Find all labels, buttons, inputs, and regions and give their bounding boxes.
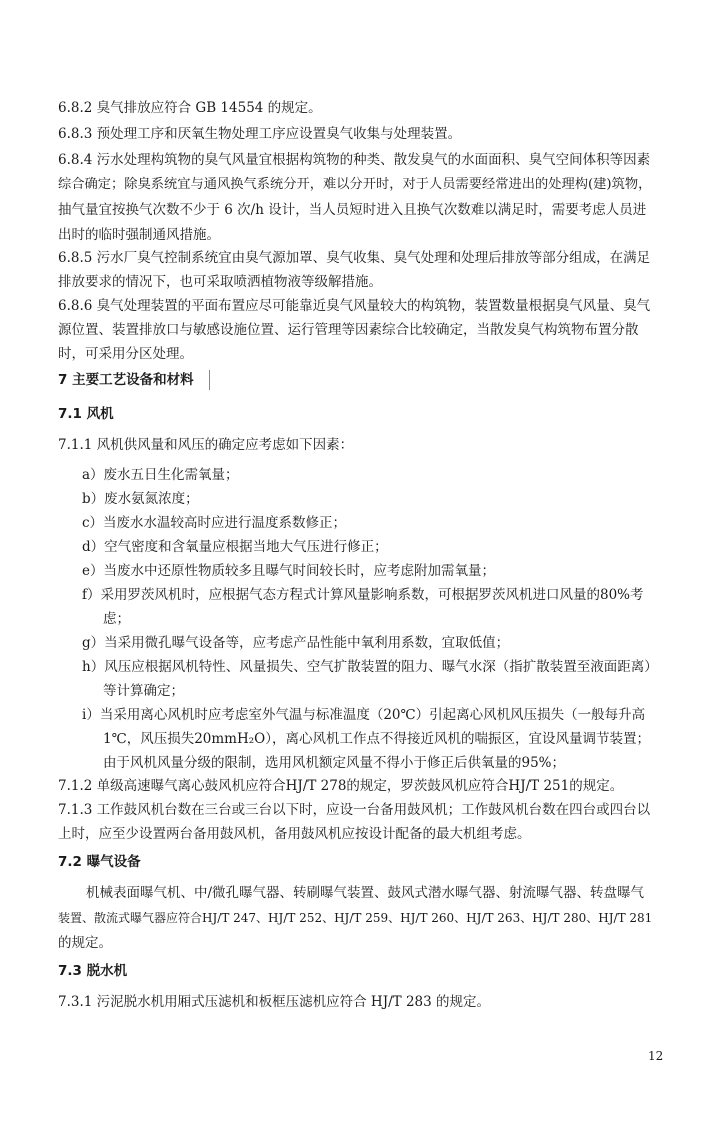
- clause-7-1-1: 7.1.1 风机供风量和风压的确定应考虑如下因素：: [58, 437, 354, 453]
- clause-6-8-6: 6.8.6 臭气处理装置的平面布置应尽可能靠近臭气风量较大的构筑物，装置数量根据臭气风量、臭气: [58, 298, 651, 314]
- section-7-heading: 7 主要工艺设备和材料: [58, 372, 194, 388]
- list-item-e: e）当废水中还原性物质较多且曝气时间较长时，应考虑附加需氧量；: [82, 563, 495, 579]
- clause-6-8-6-line-2: 源位置、装置排放口与敏感设施位置、运行管理等因素综合比较确定，当散发臭气构筑物布置分散: [58, 322, 639, 338]
- clause-7-1-3-line-2: 上时，应至少设置两台备用鼓风机，备用鼓风机应按设计配备的最大机组考虑。: [58, 826, 531, 842]
- clause-7-1-2: 7.1.2 单级高速曝气离心鼓风机应符合HJ/T 278的规定，罗茨鼓风机应符合HJ/T 251的规定。: [58, 778, 624, 794]
- section-7-2-heading: 7.2 曝气设备: [58, 854, 141, 870]
- clause-6-8-6-line-3: 时，可采用分区处理。: [58, 346, 193, 362]
- clause-6-8-4-line-3: 抽气量宜按换气次数不少于 6 次/h 设计，当人员短时进入且换气次数难以满足时，需要考虑人员进: [58, 202, 647, 218]
- clause-6-8-3: 6.8.3 预处理工序和厌氧生物处理工序应设置臭气收集与处理装置。: [58, 126, 462, 142]
- list-item-d: d）空气密度和含氧量应根据当地大气压进行修正；: [82, 539, 388, 555]
- list-item-i: i）当采用离心风机时应考虑室外气温与标准温度（20℃）引起离心风机风压损失（一般每升高: [82, 707, 646, 723]
- clause-6-8-2: 6.8.2 臭气排放应符合 GB 14554 的规定。: [58, 100, 322, 116]
- clause-6-8-5: 6.8.5 污水厂臭气控制系统宜由臭气源加罩、臭气收集、臭气处理和处理后排放等部分组成，在满足: [58, 250, 651, 266]
- clause-7-1-3: 7.1.3 工作鼓风机台数在三台或三台以下时，应设一台备用鼓风机；工作鼓风机台数在四台或四台以: [58, 802, 651, 818]
- list-item-i-cont-2: 由于风机风量分级的限制，选用风机额定风量不得小于修正后供氧量的95%；: [103, 755, 566, 771]
- clause-6-8-5-line-2: 排放要求的情况下，也可采取喷洒植物液等级解措施。: [58, 274, 382, 290]
- clause-6-8-4-line-4: 出时的临时强制通风措施。: [58, 227, 220, 243]
- list-item-h: h）风压应根据风机特性、风量损失、空气扩散装置的阻力、曝气水深（指扩散装置至液面距离）: [82, 659, 658, 675]
- page-number: 12: [648, 1049, 664, 1063]
- list-item-b: b）废水氨氮浓度；: [82, 491, 199, 507]
- list-item-f: f）采用罗茨风机时，应根据气态方程式计算风量影响系数，可根据罗茨风机进口风量的80%考: [82, 587, 644, 603]
- scan-mark: [209, 370, 210, 390]
- list-item-g: g）当采用微孔曝气设备等，应考虑产品性能中氧利用系数，宜取低值；: [82, 635, 510, 651]
- list-item-a: a）废水五日生化需氧量；: [82, 467, 239, 483]
- list-item-h-cont: 等计算确定；: [103, 683, 184, 699]
- list-item-c: c）当废水水温较高时应进行温度系数修正；: [82, 515, 347, 531]
- list-item-i-cont-1: 1℃，风压损失20mmH₂O），离心风机工作点不得接近风机的喘振区，宜设风量调节装置；: [103, 731, 650, 747]
- clause-6-8-4-line-2: 综合确定；除臭系统宜与通风换气系统分开，难以分开时，对于人员需要经常进出的处理构(建)筑物，: [58, 177, 652, 192]
- clause-7-3-1: 7.3.1 污泥脱水机用厢式压滤机和板框压滤机应符合 HJ/T 283 的规定。: [58, 994, 491, 1010]
- section-7-3-heading: 7.3 脱水机: [58, 963, 128, 979]
- section-7-1-heading: 7.1 风机: [58, 406, 114, 422]
- clause-6-8-4: 6.8.4 污水处理构筑物的臭气风量宜根据构筑物的种类、散发臭气的水面面积、臭气空间体积等因素: [58, 152, 651, 168]
- list-item-f-cont: 虑；: [103, 611, 130, 627]
- clause-7-2-body-line-3: 的规定。: [58, 935, 112, 951]
- clause-7-2-body-line-2: 装置、散流式曝气器应符合HJ/T 247、HJ/T 252、HJ/T 259、HJ/T 260、HJ/T 263、HJ/T 280、HJ/T 281: [58, 911, 653, 925]
- clause-7-2-body: 机械表面曝气机、中/微孔曝气器、转刷曝气装置、鼓风式潜水曝气器、射流曝气器、转盘曝气: [86, 885, 645, 901]
